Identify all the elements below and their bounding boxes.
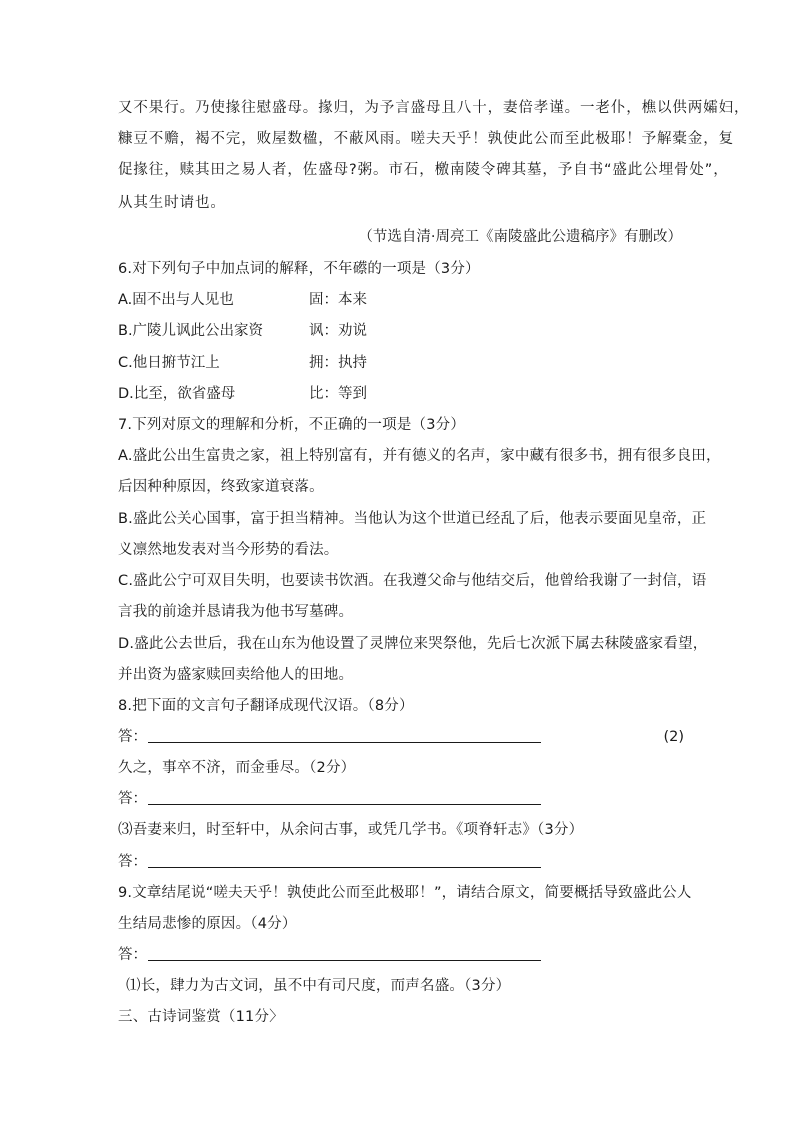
q8-stem: 8.把下面的文言句子翻译成现代汉语。（8分）: [118, 698, 414, 714]
answer-blank-4[interactable]: [148, 959, 541, 961]
passage-line: 糠豆不赡，褐不完，败屋数楹，不蔽风雨。嗟夫天乎！孰使此公而至此极耶！予解橐金，复: [118, 131, 734, 147]
item-2-text: 久之，事卒不济，而金垂尽。（2分）: [118, 760, 356, 776]
q7-option-c: C.盛此公宁可双目失明，也要读书饮酒。在我遵父命与他结交后，他曾给我谢了一封信，语: [118, 573, 707, 589]
answer-blank-2[interactable]: [148, 803, 541, 805]
q6-option-b: B.广陵儿讽此公出家资: [118, 323, 264, 339]
answer-label: 答：: [118, 729, 147, 745]
q6-option-a-gloss: 固：本来: [309, 292, 367, 308]
q7-option-b-cont: 义凛然地发表对当今形势的看法。: [118, 542, 339, 558]
passage-source: （节选自清·周亮工《南陵盛此公遗稿序》有删改）: [358, 229, 682, 245]
passage-line: 又不果行。乃使掾往慰盛母。掾归，为予言盛母且八十，妻倍孝谨。一老仆，樵以供两孀妇，: [118, 100, 750, 116]
answer-label: 答：: [118, 947, 147, 963]
passage-line: 从其生时请也。: [118, 195, 226, 211]
item-3-text: ⑶吾妻来归，时至轩中，从余问古事，或凭几学书。《项脊轩志》（3分）: [118, 822, 584, 838]
q9-stem-line2: 生结局悲惨的原因。（4分）: [118, 916, 297, 932]
answer-label: 答：: [118, 854, 147, 870]
q7-option-a: A.盛此公出生富贵之家，祖上特别富有，并有德义的名声，家中藏有很多书，拥有很多良田，: [118, 448, 721, 464]
passage-line: 促掾往，赎其田之易人者，佐盛母?粥。市石，檄南陵令碑其墓，予自书“盛此公埋骨处”，: [118, 162, 729, 178]
q6-option-d: D.比至，欲省盛母: [118, 386, 236, 402]
q9-stem-line1: 9.文章结尾说“嗟夫天乎！孰使此公而至此极耶！”，请结合原文，简要概括导致盛此公人: [118, 885, 692, 901]
answer-label: 答：: [118, 791, 147, 807]
q7-option-d: D.盛此公去世后，我在山东为他设置了灵牌位来哭祭他，先后七次派下属去秣陵盛家看望，: [118, 636, 708, 652]
q7-option-c-cont: 言我的前途并恳请我为他书写墓碑。: [118, 604, 354, 620]
q7-option-a-cont: 后因种种原因，终致家道衰落。: [118, 479, 324, 495]
section-3-heading: 三、古诗词鉴赏（11分〉: [118, 1009, 284, 1025]
answer-blank-3[interactable]: [148, 866, 541, 868]
answer-blank-1[interactable]: [148, 741, 541, 743]
q6-option-c: C.他日捬节江上: [118, 355, 220, 371]
q6-option-a: A.固不出与人见也: [118, 292, 234, 308]
q6-option-b-gloss: 讽：劝说: [309, 323, 367, 339]
item-1-text: ⑴长，肆力为古文词，虽不中有司尺度，而声名盛。（3分）: [126, 978, 511, 994]
q6-option-d-gloss: 比：等到: [309, 386, 367, 402]
item-2-number: (2): [663, 729, 684, 745]
q7-option-d-cont: 并出资为盛家赎回卖给他人的田地。: [118, 667, 354, 683]
q7-option-b: B.盛此公关心国事，富于担当精神。当他认为这个世道已经乱了后，他表示要面见皇帝，正: [118, 511, 707, 527]
q7-stem: 7.下列对原文的理解和分析，不正确的一项是（3分）: [118, 417, 466, 433]
q6-option-c-gloss: 拥：执持: [309, 355, 367, 371]
q6-stem: 6.对下列句子中加点词的解释，不年礤的一项是（3分）: [118, 261, 480, 277]
